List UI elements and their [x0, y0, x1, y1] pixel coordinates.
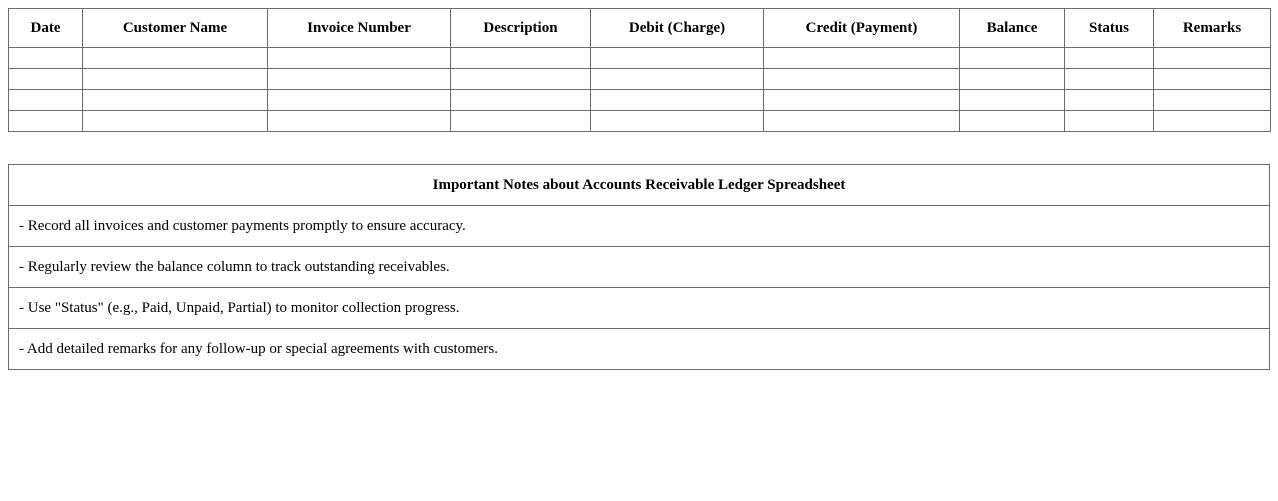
note-item: - Add detailed remarks for any follow-up or special agreements with customers. — [9, 329, 1270, 370]
cell-remarks[interactable] — [1154, 111, 1271, 132]
column-header-description: Description — [451, 9, 591, 48]
cell-credit[interactable] — [764, 48, 960, 69]
ledger-table — [8, 8, 1271, 132]
cell-balance[interactable] — [960, 90, 1065, 111]
column-header-date: Date — [9, 9, 83, 48]
cell-invoice-number[interactable] — [268, 69, 451, 90]
cell-customer-name[interactable] — [83, 111, 268, 132]
cell-balance[interactable] — [960, 111, 1065, 132]
cell-credit[interactable] — [764, 69, 960, 90]
note-row — [9, 247, 1270, 288]
cell-invoice-number[interactable] — [268, 48, 451, 69]
notes-header-row — [9, 165, 1270, 206]
ledger-header-row — [9, 9, 1271, 48]
cell-description[interactable] — [451, 90, 591, 111]
cell-customer-name[interactable] — [83, 69, 268, 90]
column-header-status: Status — [1065, 9, 1154, 48]
cell-customer-name[interactable] — [83, 48, 268, 69]
column-header-customer-name: Customer Name — [83, 9, 268, 48]
cell-debit[interactable] — [591, 69, 764, 90]
ledger-row — [9, 90, 1271, 111]
column-header-balance: Balance — [960, 9, 1065, 48]
ledger-row — [9, 69, 1271, 90]
note-row — [9, 206, 1270, 247]
cell-status[interactable] — [1065, 69, 1154, 90]
notes-table — [8, 164, 1270, 370]
cell-status[interactable] — [1065, 48, 1154, 69]
note-row — [9, 288, 1270, 329]
cell-description[interactable] — [451, 111, 591, 132]
cell-customer-name[interactable] — [83, 90, 268, 111]
ledger-row — [9, 111, 1271, 132]
note-item: - Record all invoices and customer payments promptly to ensure accuracy. — [9, 206, 1270, 247]
note-item: - Use "Status" (e.g., Paid, Unpaid, Partial) to monitor collection progress. — [9, 288, 1270, 329]
column-header-debit: Debit (Charge) — [591, 9, 764, 48]
cell-debit[interactable] — [591, 48, 764, 69]
cell-debit[interactable] — [591, 111, 764, 132]
cell-date[interactable] — [9, 48, 83, 69]
cell-description[interactable] — [451, 48, 591, 69]
cell-debit[interactable] — [591, 90, 764, 111]
column-header-remarks: Remarks — [1154, 9, 1271, 48]
column-header-invoice-number: Invoice Number — [268, 9, 451, 48]
ledger-row — [9, 48, 1271, 69]
cell-description[interactable] — [451, 69, 591, 90]
cell-status[interactable] — [1065, 111, 1154, 132]
cell-credit[interactable] — [764, 90, 960, 111]
cell-date[interactable] — [9, 111, 83, 132]
cell-invoice-number[interactable] — [268, 111, 451, 132]
cell-date[interactable] — [9, 90, 83, 111]
cell-balance[interactable] — [960, 48, 1065, 69]
column-header-credit: Credit (Payment) — [764, 9, 960, 48]
cell-remarks[interactable] — [1154, 48, 1271, 69]
note-row — [9, 329, 1270, 370]
note-item: - Regularly review the balance column to track outstanding receivables. — [9, 247, 1270, 288]
cell-status[interactable] — [1065, 90, 1154, 111]
cell-remarks[interactable] — [1154, 69, 1271, 90]
cell-credit[interactable] — [764, 111, 960, 132]
cell-invoice-number[interactable] — [268, 90, 451, 111]
cell-remarks[interactable] — [1154, 90, 1271, 111]
cell-balance[interactable] — [960, 69, 1065, 90]
cell-date[interactable] — [9, 69, 83, 90]
notes-title: Important Notes about Accounts Receivable Ledger Spreadsheet — [9, 165, 1270, 206]
